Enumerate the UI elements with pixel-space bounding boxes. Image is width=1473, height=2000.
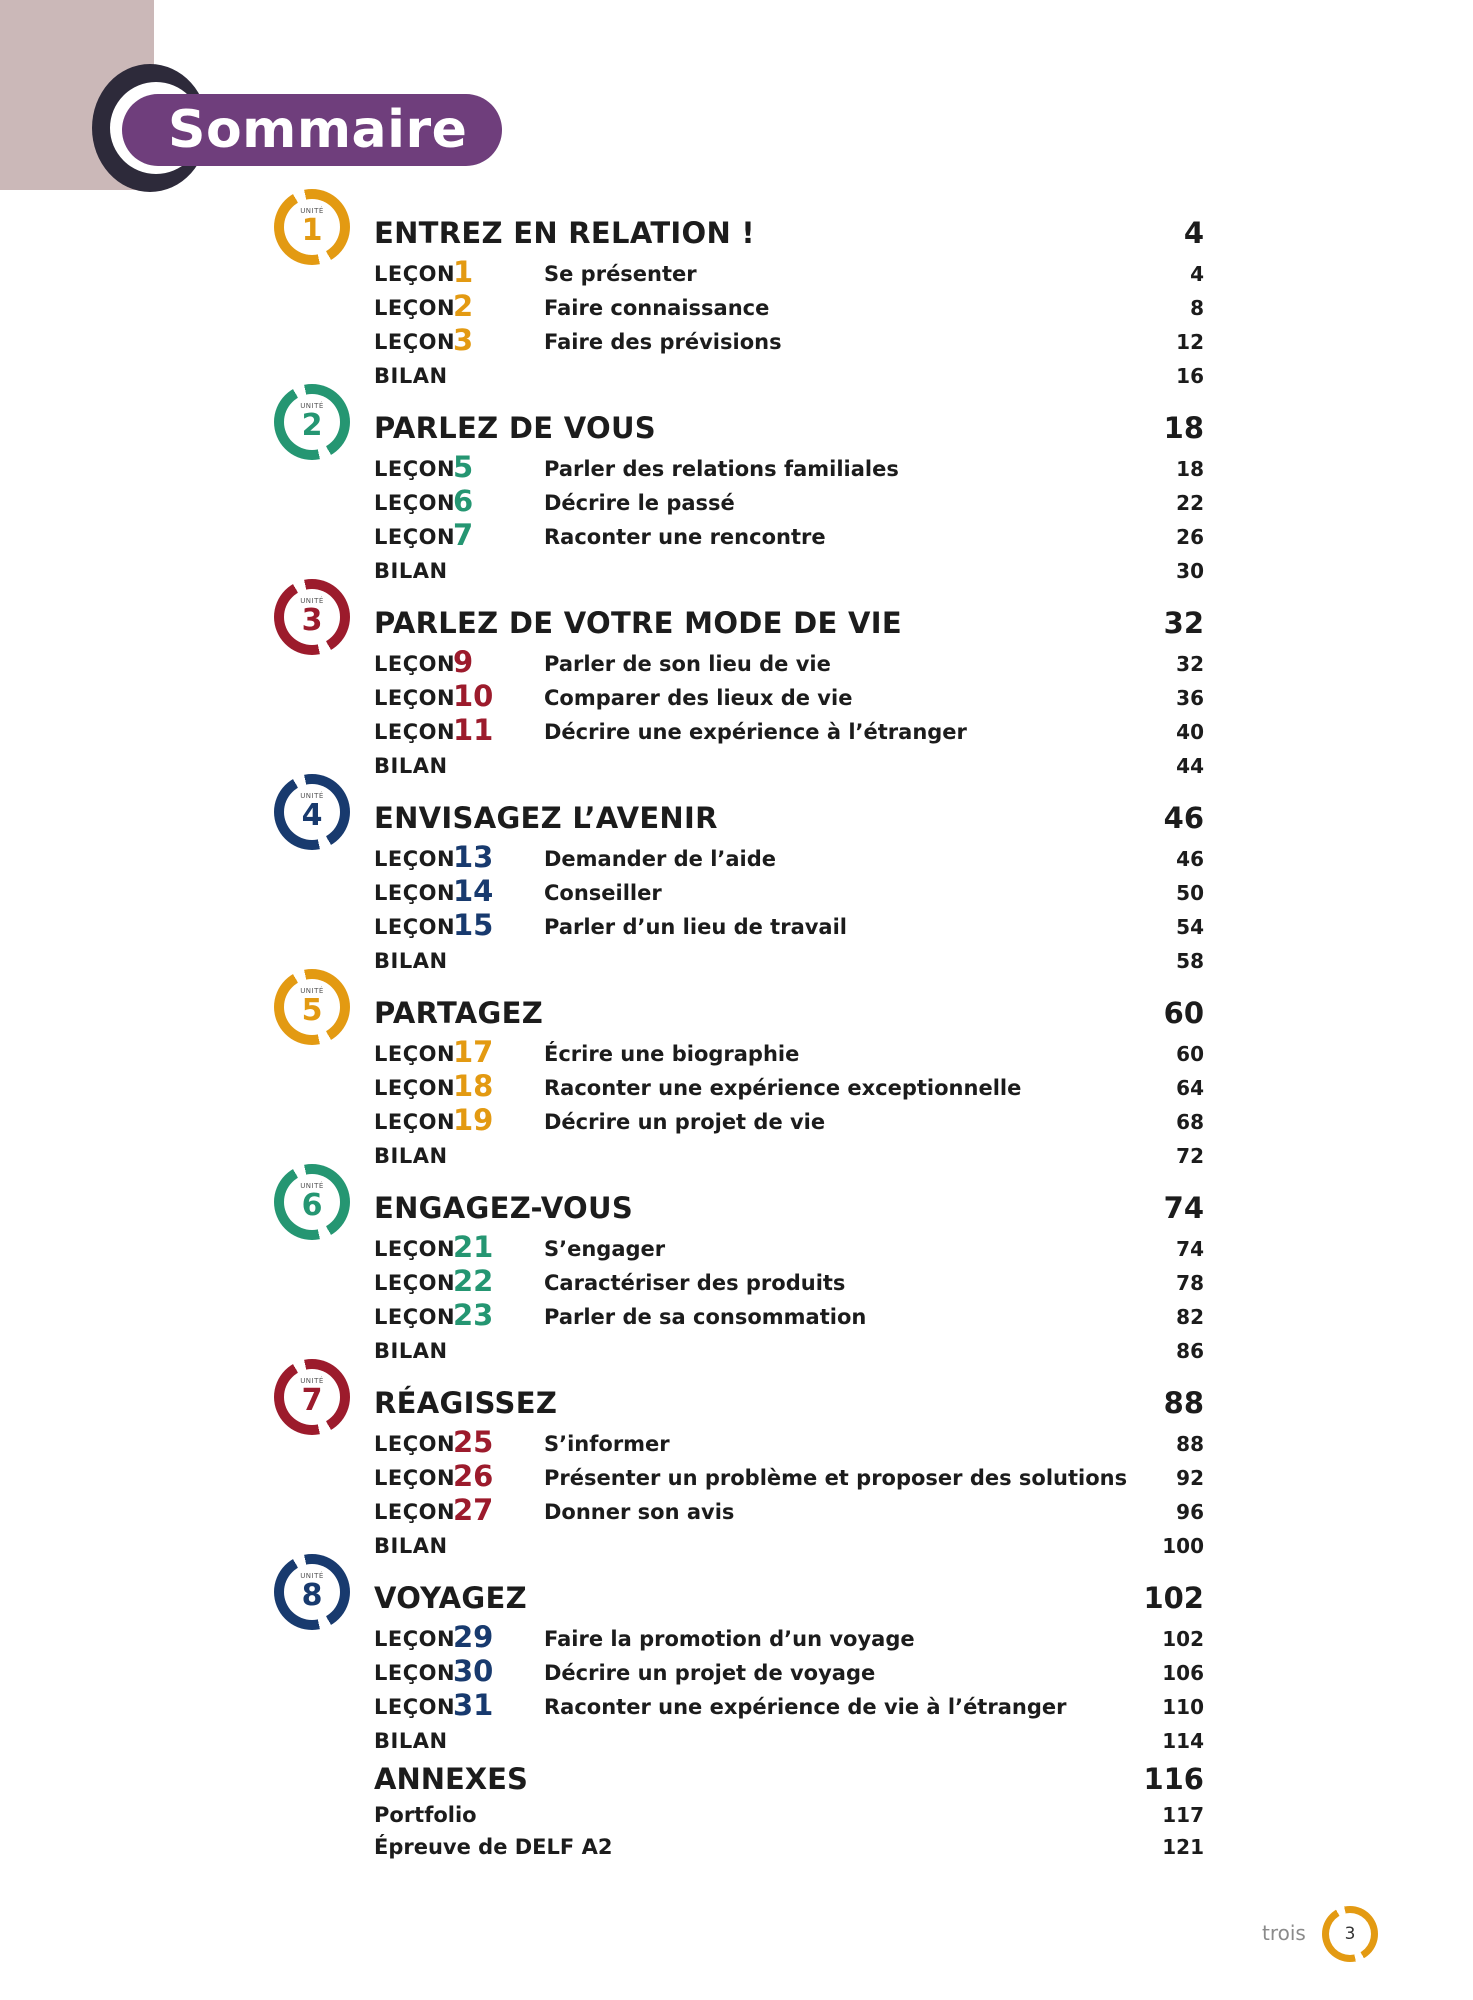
lesson-number: 10 xyxy=(453,679,494,713)
unit-badge-number: 8 xyxy=(301,1578,323,1613)
unit-page-number: 4 xyxy=(1183,216,1204,250)
lesson-number: 14 xyxy=(453,874,494,908)
lesson-row[interactable] xyxy=(374,1460,1204,1494)
lesson-number: 3 xyxy=(453,323,474,357)
lesson-title: Demander de l’aide xyxy=(544,847,777,871)
lesson-word: LEÇON xyxy=(374,525,456,549)
lesson-number: 2 xyxy=(453,289,474,323)
lesson-number: 7 xyxy=(453,518,474,552)
lesson-page-number: 92 xyxy=(1176,1466,1204,1490)
annexes-title[interactable]: ANNEXES xyxy=(374,1762,528,1796)
bilan-page-number: 16 xyxy=(1176,364,1204,388)
lesson-word: LEÇON xyxy=(374,296,456,320)
unit-badge xyxy=(274,969,350,1045)
lesson-title: Décrire le passé xyxy=(544,491,735,515)
unit-title[interactable]: RÉAGISSEZ xyxy=(374,1386,558,1420)
unit-badge xyxy=(274,579,350,655)
lesson-row[interactable] xyxy=(374,1265,1204,1299)
unit-section-8 xyxy=(274,1553,1204,1753)
unit-title[interactable]: PARLEZ DE VOUS xyxy=(374,411,656,445)
annex-item[interactable] xyxy=(374,1832,1204,1862)
lesson-word: LEÇON xyxy=(374,491,456,515)
lesson-word: LEÇON xyxy=(374,1661,456,1685)
bilan-label: BILAN xyxy=(374,754,448,778)
lesson-row[interactable] xyxy=(374,1689,1204,1723)
lesson-row[interactable] xyxy=(374,909,1204,943)
lesson-word: LEÇON xyxy=(374,847,456,871)
lesson-page-number: 82 xyxy=(1176,1305,1204,1329)
lesson-page-number: 68 xyxy=(1176,1110,1204,1134)
lesson-row[interactable] xyxy=(374,1655,1204,1689)
lesson-number: 9 xyxy=(453,645,474,679)
lesson-page-number: 40 xyxy=(1176,720,1204,744)
lesson-row[interactable] xyxy=(374,1621,1204,1655)
lesson-title: Caractériser des produits xyxy=(544,1271,846,1295)
lesson-word: LEÇON xyxy=(374,881,456,905)
lesson-number: 23 xyxy=(453,1298,494,1332)
unit-badge-number: 3 xyxy=(301,603,323,638)
lesson-row[interactable] xyxy=(374,714,1204,748)
lesson-row[interactable] xyxy=(374,1104,1204,1138)
unit-title[interactable]: VOYAGEZ xyxy=(374,1581,527,1615)
unit-badge-label: UNITÉ xyxy=(300,207,324,215)
unit-page-number: 60 xyxy=(1163,996,1204,1030)
unit-badge-label: UNITÉ xyxy=(300,597,324,605)
lesson-title: Conseiller xyxy=(544,881,662,905)
lesson-title: Parler de son lieu de vie xyxy=(544,652,831,676)
lesson-row[interactable] xyxy=(374,1494,1204,1528)
unit-section-4 xyxy=(274,773,1204,973)
lesson-page-number: 18 xyxy=(1176,457,1204,481)
lesson-number: 27 xyxy=(453,1493,494,1527)
unit-section-3 xyxy=(274,578,1204,778)
lesson-word: LEÇON xyxy=(374,1110,456,1134)
unit-badge xyxy=(274,774,350,850)
lesson-title: Décrire une expérience à l’étranger xyxy=(544,720,967,744)
lesson-number: 30 xyxy=(453,1654,494,1688)
lesson-title: Présenter un problème et proposer des solutions xyxy=(544,1466,1128,1490)
unit-page-number: 18 xyxy=(1163,411,1204,445)
unit-badge-label: UNITÉ xyxy=(300,1572,324,1580)
annexes-section xyxy=(274,1762,1204,1882)
lesson-title: Parler de sa consommation xyxy=(544,1305,867,1329)
page-title: Sommaire xyxy=(122,94,502,166)
lesson-page-number: 46 xyxy=(1176,847,1204,871)
lesson-number: 19 xyxy=(453,1103,494,1137)
unit-section-7 xyxy=(274,1358,1204,1558)
lesson-page-number: 110 xyxy=(1162,1695,1204,1719)
lesson-page-number: 102 xyxy=(1162,1627,1204,1651)
lesson-title: Donner son avis xyxy=(544,1500,735,1524)
annex-label: Portfolio xyxy=(374,1803,477,1827)
lesson-title: Raconter une expérience de vie à l’étranger xyxy=(544,1695,1067,1719)
lesson-number: 5 xyxy=(453,450,474,484)
unit-section-6 xyxy=(274,1163,1204,1363)
unit-title[interactable]: ENVISAGEZ L’AVENIR xyxy=(374,801,718,835)
lesson-title: S’informer xyxy=(544,1432,670,1456)
lesson-word: LEÇON xyxy=(374,1500,456,1524)
lesson-title: Parler des relations familiales xyxy=(544,457,899,481)
table-of-contents xyxy=(274,188,1204,1882)
lesson-word: LEÇON xyxy=(374,1432,456,1456)
lesson-title: Faire des prévisions xyxy=(544,330,782,354)
unit-page-number: 88 xyxy=(1163,1386,1204,1420)
lesson-page-number: 50 xyxy=(1176,881,1204,905)
lesson-title: Parler d’un lieu de travail xyxy=(544,915,847,939)
lesson-word: LEÇON xyxy=(374,1237,456,1261)
bilan-label: BILAN xyxy=(374,1534,448,1558)
lesson-title: Écrire une biographie xyxy=(544,1042,800,1066)
unit-badge-number: 1 xyxy=(301,213,323,248)
lesson-page-number: 12 xyxy=(1176,330,1204,354)
unit-badge-number: 4 xyxy=(301,798,323,833)
lesson-title: Raconter une rencontre xyxy=(544,525,826,549)
unit-badge-label: UNITÉ xyxy=(300,1182,324,1190)
lesson-row[interactable] xyxy=(374,485,1204,519)
lesson-row[interactable] xyxy=(374,841,1204,875)
lesson-page-number: 54 xyxy=(1176,915,1204,939)
unit-page-number: 102 xyxy=(1143,1581,1204,1615)
lesson-row[interactable] xyxy=(374,1070,1204,1104)
bilan-label: BILAN xyxy=(374,559,448,583)
unit-badge-number: 7 xyxy=(301,1383,323,1418)
lesson-page-number: 4 xyxy=(1190,262,1204,286)
lesson-number: 18 xyxy=(453,1069,494,1103)
annex-item[interactable] xyxy=(374,1800,1204,1830)
bilan-page-number: 58 xyxy=(1176,949,1204,973)
unit-title[interactable]: PARLEZ DE VOTRE MODE DE VIE xyxy=(374,606,902,640)
bilan-label: BILAN xyxy=(374,949,448,973)
unit-badge xyxy=(274,1164,350,1240)
lesson-page-number: 36 xyxy=(1176,686,1204,710)
bilan-label: BILAN xyxy=(374,1144,448,1168)
lesson-number: 6 xyxy=(453,484,474,518)
lesson-word: LEÇON xyxy=(374,720,456,744)
lesson-row[interactable] xyxy=(374,451,1204,485)
lesson-word: LEÇON xyxy=(374,686,456,710)
lesson-word: LEÇON xyxy=(374,1466,456,1490)
bilan-page-number: 44 xyxy=(1176,754,1204,778)
lesson-page-number: 74 xyxy=(1176,1237,1204,1261)
page-number-word: trois xyxy=(1262,1921,1306,1945)
lesson-page-number: 106 xyxy=(1162,1661,1204,1685)
unit-badge-label: UNITÉ xyxy=(300,792,324,800)
unit-badge xyxy=(274,189,350,265)
annex-page-number: 117 xyxy=(1162,1803,1204,1827)
lesson-title: S’engager xyxy=(544,1237,666,1261)
annex-page-number: 121 xyxy=(1162,1835,1204,1859)
lesson-word: LEÇON xyxy=(374,262,456,286)
lesson-row[interactable] xyxy=(374,256,1204,290)
lesson-title: Faire connaissance xyxy=(544,296,770,320)
lesson-row[interactable] xyxy=(374,646,1204,680)
lesson-word: LEÇON xyxy=(374,1271,456,1295)
unit-badge-label: UNITÉ xyxy=(300,987,324,995)
lesson-word: LEÇON xyxy=(374,1305,456,1329)
annex-label: Épreuve de DELF A2 xyxy=(374,1835,613,1859)
lesson-number: 31 xyxy=(453,1688,494,1722)
lesson-page-number: 60 xyxy=(1176,1042,1204,1066)
unit-title[interactable]: ENGAGEZ-VOUS xyxy=(374,1191,634,1225)
lesson-number: 26 xyxy=(453,1459,494,1493)
unit-badge xyxy=(274,384,350,460)
annexes-page-number: 116 xyxy=(1143,1762,1204,1796)
lesson-word: LEÇON xyxy=(374,1042,456,1066)
lesson-page-number: 78 xyxy=(1176,1271,1204,1295)
lesson-title: Raconter une expérience exceptionnelle xyxy=(544,1076,1022,1100)
unit-page-number: 46 xyxy=(1163,801,1204,835)
lesson-number: 29 xyxy=(453,1620,494,1654)
bilan-page-number: 30 xyxy=(1176,559,1204,583)
lesson-title: Décrire un projet de vie xyxy=(544,1110,826,1134)
lesson-title: Se présenter xyxy=(544,262,697,286)
unit-badge-number: 5 xyxy=(301,993,323,1028)
lesson-row[interactable] xyxy=(374,324,1204,358)
bilan-page-number: 100 xyxy=(1162,1534,1204,1558)
lesson-word: LEÇON xyxy=(374,457,456,481)
bilan-page-number: 114 xyxy=(1162,1729,1204,1753)
unit-badge xyxy=(274,1359,350,1435)
lesson-word: LEÇON xyxy=(374,1695,456,1719)
unit-section-5 xyxy=(274,968,1204,1168)
lesson-row[interactable] xyxy=(374,875,1204,909)
lesson-title: Faire la promotion d’un voyage xyxy=(544,1627,915,1651)
lesson-row[interactable] xyxy=(374,1426,1204,1460)
lesson-word: LEÇON xyxy=(374,1076,456,1100)
lesson-page-number: 96 xyxy=(1176,1500,1204,1524)
page-number: 3 xyxy=(1329,1913,1371,1955)
unit-page-number: 32 xyxy=(1163,606,1204,640)
unit-section-1 xyxy=(274,188,1204,388)
lesson-page-number: 32 xyxy=(1176,652,1204,676)
lesson-row[interactable] xyxy=(374,1231,1204,1265)
unit-badge-label: UNITÉ xyxy=(300,402,324,410)
bilan-row[interactable] xyxy=(374,1723,1204,1757)
lesson-word: LEÇON xyxy=(374,330,456,354)
bilan-label: BILAN xyxy=(374,1729,448,1753)
lesson-page-number: 88 xyxy=(1176,1432,1204,1456)
unit-page-number: 74 xyxy=(1163,1191,1204,1225)
lesson-row[interactable] xyxy=(374,1299,1204,1333)
lesson-row[interactable] xyxy=(374,290,1204,324)
lesson-number: 13 xyxy=(453,840,494,874)
lesson-page-number: 8 xyxy=(1190,296,1204,320)
bilan-page-number: 72 xyxy=(1176,1144,1204,1168)
lesson-word: LEÇON xyxy=(374,915,456,939)
lesson-row[interactable] xyxy=(374,1036,1204,1070)
lesson-number: 15 xyxy=(453,908,494,942)
bilan-page-number: 86 xyxy=(1176,1339,1204,1363)
unit-section-2 xyxy=(274,383,1204,583)
lesson-page-number: 26 xyxy=(1176,525,1204,549)
lesson-page-number: 22 xyxy=(1176,491,1204,515)
bilan-label: BILAN xyxy=(374,1339,448,1363)
lesson-row[interactable] xyxy=(374,680,1204,714)
lesson-word: LEÇON xyxy=(374,1627,456,1651)
lesson-number: 22 xyxy=(453,1264,494,1298)
lesson-row[interactable] xyxy=(374,519,1204,553)
lesson-word: LEÇON xyxy=(374,652,456,676)
lesson-number: 1 xyxy=(453,255,474,289)
lesson-number: 25 xyxy=(453,1425,494,1459)
unit-badge-number: 6 xyxy=(301,1188,323,1223)
lesson-title: Comparer des lieux de vie xyxy=(544,686,853,710)
bilan-label: BILAN xyxy=(374,364,448,388)
lesson-page-number: 64 xyxy=(1176,1076,1204,1100)
unit-badge-number: 2 xyxy=(301,408,323,443)
lesson-number: 17 xyxy=(453,1035,494,1069)
lesson-number: 21 xyxy=(453,1230,494,1264)
unit-title[interactable]: PARTAGEZ xyxy=(374,996,544,1030)
unit-badge-label: UNITÉ xyxy=(300,1377,324,1385)
unit-title[interactable]: ENTREZ EN RELATION ! xyxy=(374,216,755,250)
lesson-number: 11 xyxy=(453,713,494,747)
page-header xyxy=(92,64,512,192)
page-footer xyxy=(1262,1906,1402,1962)
page-number-badge xyxy=(1322,1906,1378,1962)
lesson-title: Décrire un projet de voyage xyxy=(544,1661,876,1685)
unit-badge xyxy=(274,1554,350,1630)
